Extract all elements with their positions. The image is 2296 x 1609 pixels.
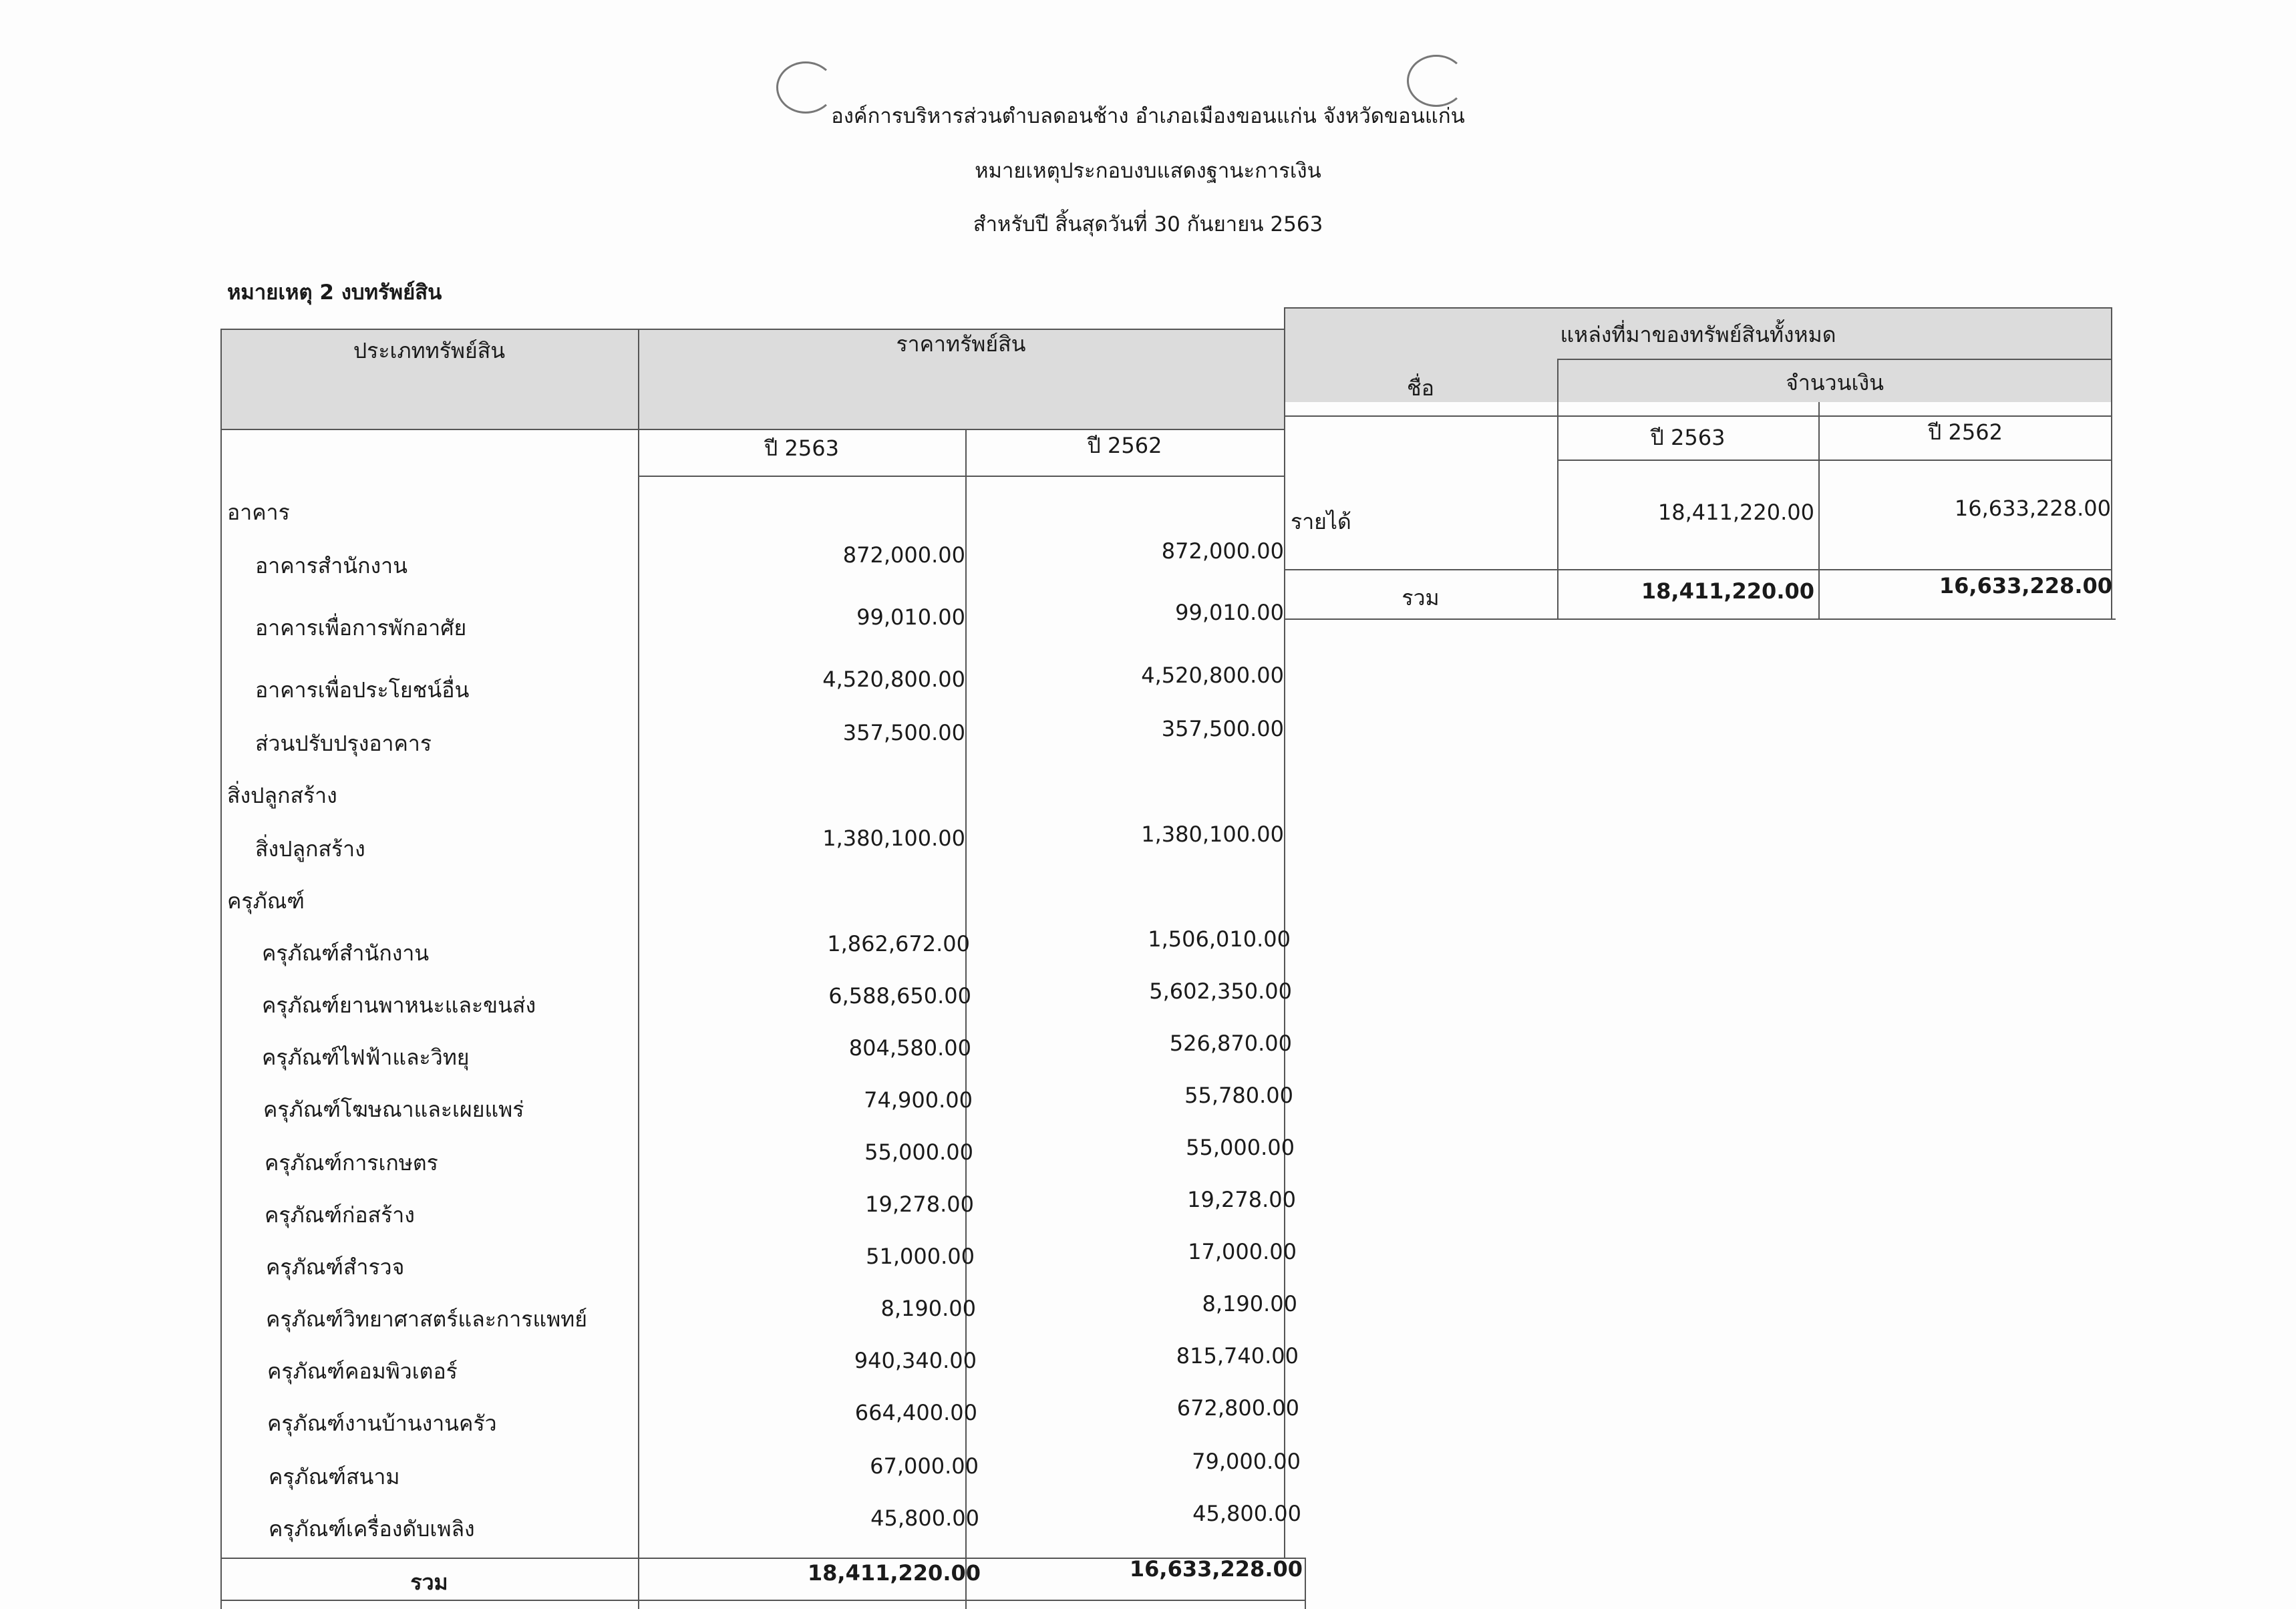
- row-label: ส่วนปรับปรุงอาคาร: [255, 731, 432, 756]
- row-label: สิ่งปลูกสร้าง: [255, 836, 365, 862]
- row-y2562: 19,278.00: [1187, 1187, 1296, 1212]
- row-y2562: 55,780.00: [1184, 1083, 1293, 1108]
- source-row-name: รายได้: [1291, 509, 1351, 534]
- col-header-y2563: ปี 2563: [764, 435, 839, 461]
- col-header-price: ราคาทรัพย์สิน: [896, 331, 1026, 357]
- row-label: ครุภัณฑ์สนาม: [269, 1464, 400, 1489]
- col-header-source: แหล่งที่มาของทรัพย์สินทั้งหมด: [1560, 322, 1836, 347]
- row-y2562: 357,500.00: [1161, 716, 1284, 741]
- row-y2562: 526,870.00: [1169, 1031, 1292, 1056]
- row-y2562: 99,010.00: [1175, 600, 1284, 625]
- row-label: ครุภัณฑ์สำนักงาน: [262, 940, 430, 966]
- row-label: ครุภัณฑ์คอมพิวเตอร์: [267, 1359, 458, 1384]
- row-y2563: 51,000.00: [866, 1244, 975, 1269]
- row-label: ครุภัณฑ์การเกษตร: [265, 1150, 438, 1176]
- row-y2563: 872,000.00: [842, 542, 965, 568]
- row-y2562: 45,800.00: [1192, 1501, 1301, 1526]
- row-y2563: 357,500.00: [842, 720, 965, 745]
- row-label: อาคารสำนักงาน: [255, 553, 407, 578]
- row-label: ครุภัณฑ์ไฟฟ้าและวิทยุ: [262, 1045, 470, 1070]
- row-label: ครุภัณฑ์ยานพาหนะและขนส่ง: [262, 993, 536, 1018]
- row-y2563: 664,400.00: [854, 1400, 977, 1425]
- source-total-y2563: 18,411,220.00: [1641, 578, 1814, 604]
- row-y2562: 17,000.00: [1188, 1239, 1297, 1264]
- report-period: สำหรับปี สิ้นสุดวันที่ 30 กันยายน 2563: [973, 212, 1323, 236]
- row-y2562: 4,520,800.00: [1141, 663, 1284, 688]
- row-y2562: 5,602,350.00: [1149, 978, 1292, 1004]
- source-row-y2563: 18,411,220.00: [1657, 500, 1814, 525]
- row-y2563: 940,340.00: [854, 1348, 977, 1373]
- row-y2562: 1,506,010.00: [1148, 926, 1291, 952]
- row-y2562: 672,800.00: [1176, 1395, 1299, 1421]
- row-label: ครุภัณฑ์สำรวจ: [266, 1254, 405, 1280]
- row-label: อาคารเพื่อการพักอาศัย: [255, 615, 467, 641]
- row-y2563: 45,800.00: [870, 1505, 979, 1531]
- col-header-name: ชื่อ: [1407, 375, 1434, 401]
- row-y2563: 1,380,100.00: [822, 826, 965, 851]
- org-title: องค์การบริหารส่วนตำบลดอนช้าง อำเภอเมืองขอนแก่น จังหวัดขอนแก่น: [831, 104, 1465, 128]
- row-y2562: 79,000.00: [1192, 1449, 1301, 1474]
- col-header-y2563: ปี 2563: [1650, 425, 1726, 450]
- row-y2563: 8,190.00: [880, 1296, 976, 1321]
- total-y2563: 18,411,220.00: [807, 1560, 981, 1586]
- row-label: ครุภัณฑ์ก่อสร้าง: [265, 1202, 415, 1228]
- row-y2563: 6,588,650.00: [828, 983, 971, 1009]
- source-total-y2562: 16,633,228.00: [1939, 573, 2112, 598]
- source-total-label: รวม: [1402, 585, 1440, 610]
- row-label: ครุภัณฑ์เครื่องดับเพลิง: [269, 1516, 475, 1542]
- row-label: ครุภัณฑ์วิทยาศาสตร์และการแพทย์: [266, 1306, 588, 1332]
- row-y2563: 4,520,800.00: [822, 667, 965, 692]
- row-label: อาคารเพื่อประโยชน์อื่น: [255, 677, 470, 703]
- row-y2562: 872,000.00: [1161, 538, 1284, 564]
- row-y2563: 74,900.00: [864, 1087, 973, 1113]
- row-y2562: 8,190.00: [1202, 1291, 1297, 1316]
- row-label: ครุภัณฑ์: [227, 888, 305, 914]
- row-y2563: 67,000.00: [870, 1453, 979, 1479]
- col-header-y2562: ปี 2562: [1928, 419, 2003, 445]
- row-y2563: 1,862,672.00: [827, 931, 970, 956]
- col-header-amount: จำนวนเงิน: [1786, 370, 1884, 395]
- row-label: ครุภัณฑ์งานบ้านงานครัว: [267, 1411, 497, 1436]
- row-label: สิ่งปลูกสร้าง: [227, 783, 337, 808]
- row-y2563: 804,580.00: [848, 1035, 971, 1061]
- row-label: อาคาร: [227, 500, 290, 525]
- row-y2563: 19,278.00: [865, 1192, 974, 1217]
- total-label: รวม: [410, 1570, 448, 1595]
- row-label: ครุภัณฑ์โฆษณาและเผยแพร่: [263, 1097, 524, 1122]
- col-header-y2562: ปี 2562: [1087, 433, 1162, 458]
- col-header-type: ประเภททรัพย์สิน: [353, 338, 506, 363]
- row-y2562: 815,740.00: [1176, 1343, 1299, 1369]
- row-y2563: 99,010.00: [856, 604, 965, 630]
- row-y2563: 55,000.00: [864, 1139, 973, 1165]
- row-y2562: 55,000.00: [1186, 1135, 1295, 1160]
- row-y2562: 1,380,100.00: [1141, 822, 1284, 847]
- total-y2562: 16,633,228.00: [1129, 1556, 1303, 1582]
- note-title: หมายเหตุ 2 งบทรัพย์สิน: [227, 281, 442, 305]
- source-row-y2562: 16,633,228.00: [1954, 496, 2111, 521]
- report-title: หมายเหตุประกอบงบแสดงฐานะการเงิน: [975, 159, 1321, 183]
